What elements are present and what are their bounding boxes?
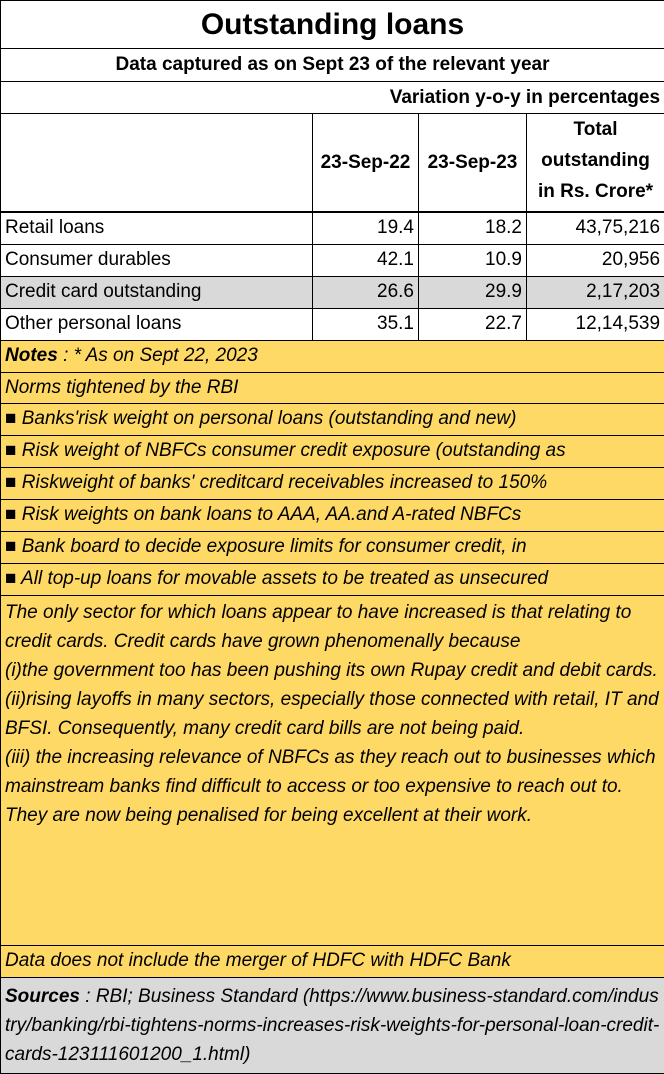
column-header-total: Total outstanding in Rs. Crore* [527,114,664,213]
table-row [1,308,664,340]
value-sep22: 42.1 [313,244,419,276]
sources-label: Sources [5,986,80,1007]
norm-bullet: ■ Riskweight of banks' creditcard receivables increased to 150% [1,467,664,499]
notes-label: Notes [5,345,58,366]
variation-note: Variation y-o-y in percentages [1,82,664,114]
notes-text: : * As on Sept 22, 2023 [58,345,258,366]
sources-text: : RBI; Business Standard (https://www.business-standard.com/industry/banking/rbi-tightens-norms-increases-risk-weights-for-personal-loan-credit-cards-123111601200_1.html) [5,986,659,1065]
value-total: 12,14,539 [527,308,664,340]
norm-bullet: ■ All top-up loans for movable assets to be treated as unsecured [1,563,664,595]
subtitle: Data captured as on Sept 23 of the relevant year [1,49,664,82]
commentary-paragraph: (ii)rising layoffs in many sectors, especially those connected with retail, IT and BFSI. Consequently, many credit card bills are not being paid. [5,685,660,743]
value-sep23: 29.9 [419,276,527,308]
row-label: Credit card outstanding [1,276,313,308]
value-total: 43,75,216 [527,212,664,244]
row-label: Other personal loans [1,308,313,340]
row-label: Consumer durables [1,244,313,276]
norm-bullet: ■ Risk weights on bank loans to AAA, AA.and A-rated NBFCs [1,499,664,531]
table-row-highlighted [1,276,664,308]
value-sep22: 26.6 [313,276,419,308]
row-label: Retail loans [1,212,313,244]
norm-bullet: ■ Risk weight of NBFCs consumer credit exposure (outstanding as [1,435,664,467]
value-sep23: 22.7 [419,308,527,340]
value-sep23: 18.2 [419,212,527,244]
value-total: 20,956 [527,244,664,276]
page-title: Outstanding loans [1,1,664,49]
commentary-paragraph: (i)the government too has been pushing its own Rupay credit and debit cards. [5,656,660,685]
sources-block [1,977,664,1073]
value-sep22: 19.4 [313,212,419,244]
commentary-paragraph: (iii) the increasing relevance of NBFCs as they reach out to businesses which mainstream banks find difficult to access or too expensive to reach out to. They are now being penalised for being excellent at their work. [5,743,660,830]
norm-bullet: ■ Banks'risk weight on personal loans (outstanding and new) [1,403,664,435]
column-header-sep22: 23-Sep-22 [313,114,419,213]
table-row [1,244,664,276]
value-total: 2,17,203 [527,276,664,308]
table-row [1,212,664,244]
header-blank-cell [1,114,313,213]
merger-note: Data does not include the merger of HDFC with HDFC Bank [1,945,664,977]
value-sep22: 35.1 [313,308,419,340]
column-header-sep23: 23-Sep-23 [419,114,527,213]
commentary-paragraph: The only sector for which loans appear to have increased is that relating to credit cards. Credit cards have grown phenomenally because [5,598,660,656]
notes-line [1,340,664,372]
norm-bullet: ■ Bank board to decide exposure limits for consumer credit, in [1,531,664,563]
norms-heading: Norms tightened by the RBI [1,372,664,403]
commentary-block [1,595,664,945]
value-sep23: 10.9 [419,244,527,276]
